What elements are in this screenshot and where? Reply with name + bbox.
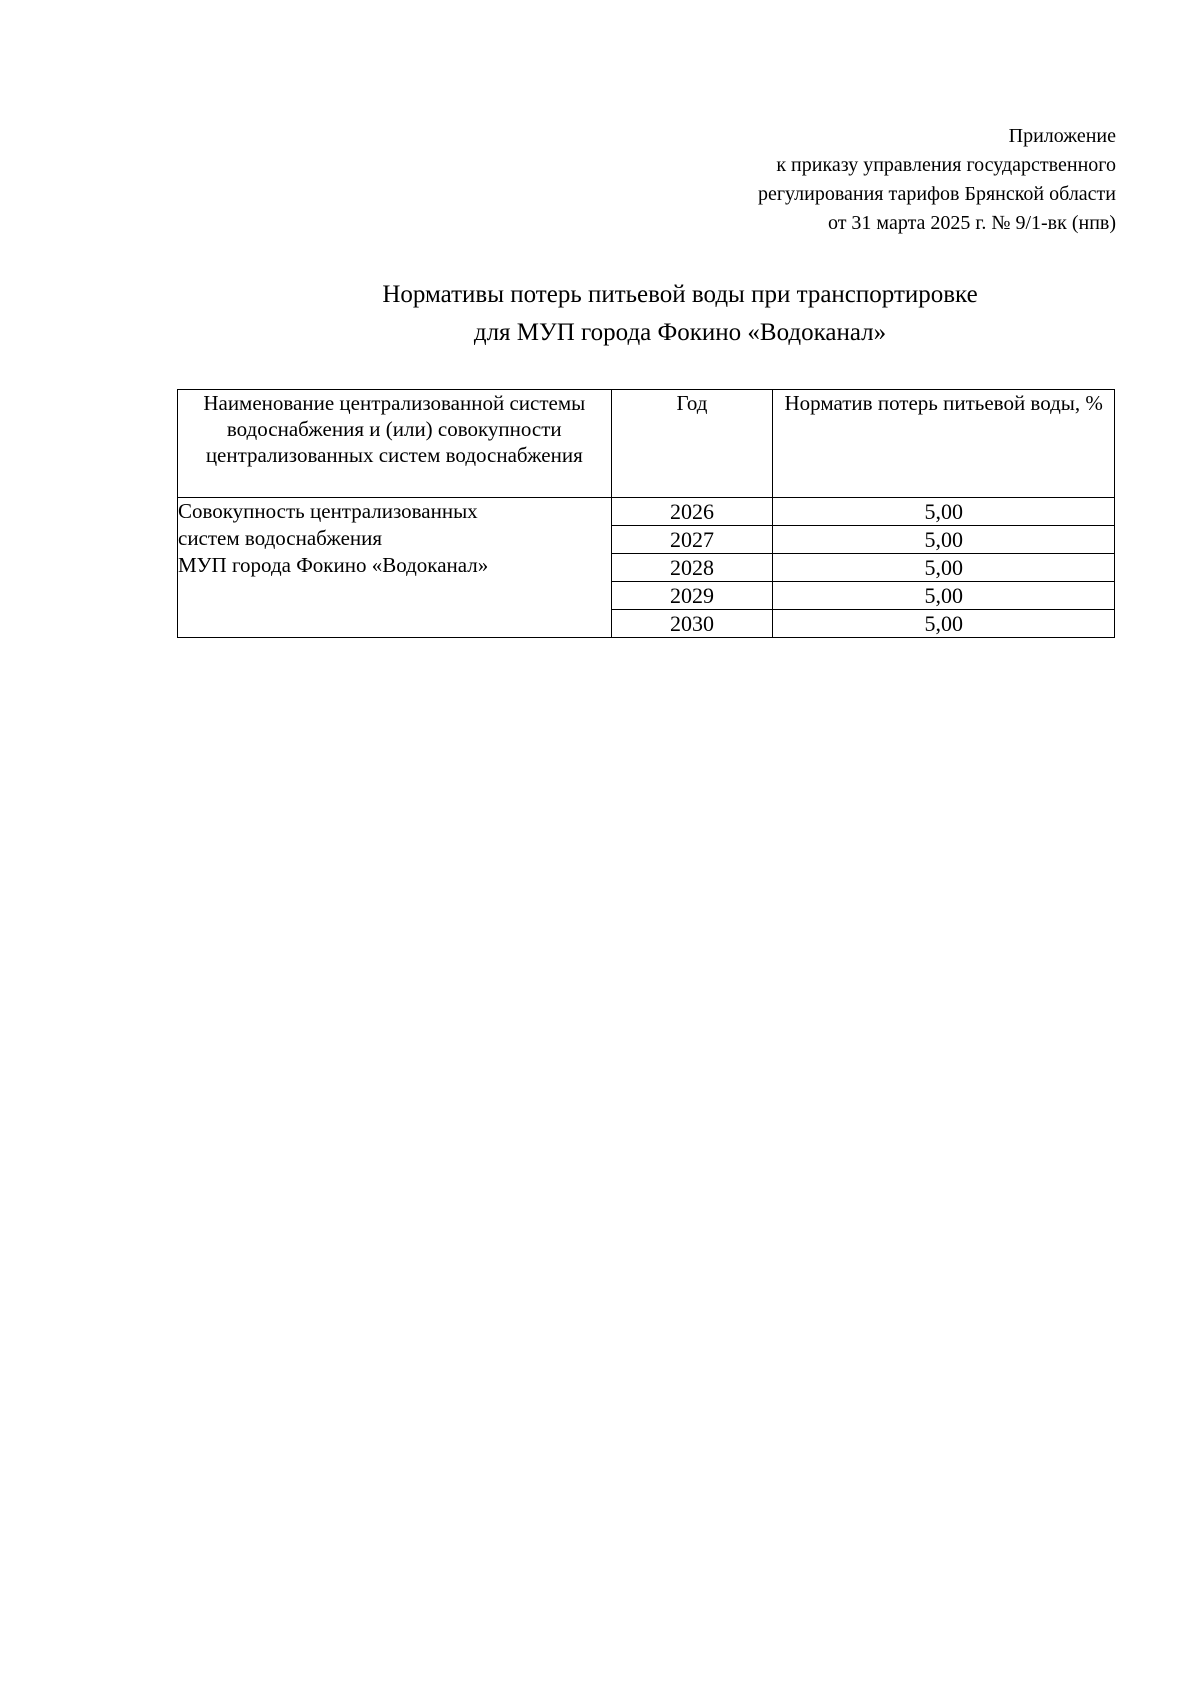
header-year: Год	[611, 390, 773, 498]
norms-table	[177, 389, 1115, 638]
title-line-1: Нормативы потерь питьевой воды при транспортировке	[382, 281, 978, 308]
system-name-line-2: систем водоснабжения	[178, 526, 383, 550]
document-title	[180, 276, 1180, 352]
year-cell: 2027	[611, 526, 773, 554]
table-header-row	[178, 390, 1115, 498]
norm-cell: 5,00	[773, 582, 1115, 610]
year-cell: 2026	[611, 498, 773, 526]
appendix-block	[758, 122, 1116, 238]
appendix-date-number: от 31 марта 2025 г. № 9/1-вк (нпв)	[827, 212, 1116, 234]
system-name-line-1: Совокупность централизованных	[178, 499, 478, 523]
year-cell: 2028	[611, 554, 773, 582]
appendix-label: Приложение	[1008, 125, 1116, 147]
system-name-line-3: МУП города Фокино «Водоканал»	[178, 553, 489, 577]
norm-cell: 5,00	[773, 610, 1115, 638]
title-line-2: для МУП города Фокино «Водоканал»	[473, 319, 887, 346]
header-system-name: Наименование централизованной системы водоснабжения и (или) совокупности централизованных систем водоснабжения	[178, 390, 612, 498]
appendix-authority-line: регулирования тарифов Брянской области	[757, 183, 1116, 205]
year-cell: 2030	[611, 610, 773, 638]
norm-cell: 5,00	[773, 554, 1115, 582]
table-row	[178, 498, 1115, 526]
norm-cell: 5,00	[773, 498, 1115, 526]
system-name-cell	[178, 498, 612, 638]
year-cell: 2029	[611, 582, 773, 610]
norm-cell: 5,00	[773, 526, 1115, 554]
appendix-order-line: к приказу управления государственного	[776, 154, 1116, 176]
header-norm: Норматив потерь питьевой воды, %	[773, 390, 1115, 498]
